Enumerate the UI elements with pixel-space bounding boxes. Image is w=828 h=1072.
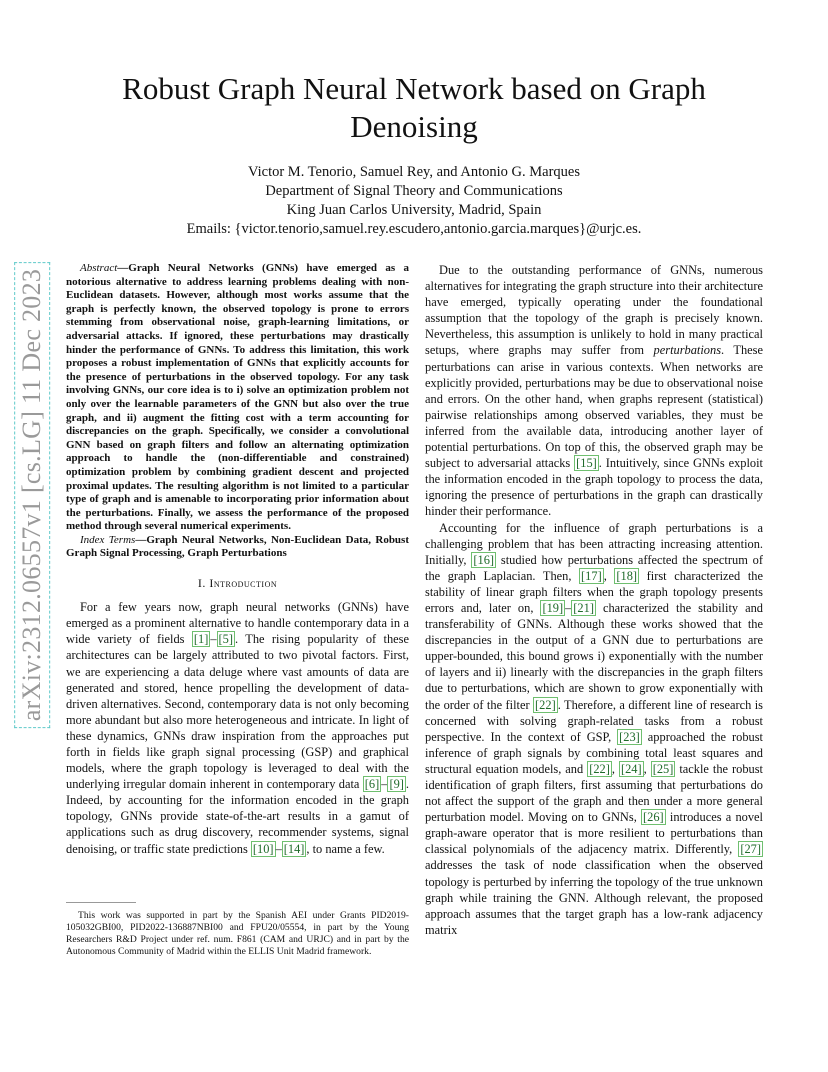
text-run: studied how perturbations affected the spectrum of the graph Laplacian. Then,	[425, 552, 764, 583]
text-run: –	[210, 632, 217, 647]
left-column	[66, 262, 409, 857]
author-names: Victor M. Tenorio, Samuel Rey, and Antonio G. Marques	[248, 164, 580, 180]
index-terms	[66, 534, 409, 561]
citation-link[interactable]: [18]	[616, 568, 638, 583]
text-run: ,	[643, 761, 651, 776]
author-department: Department of Signal Theory and Communications	[265, 183, 563, 199]
citation-link[interactable]: [6]	[364, 777, 380, 792]
author-emails: Emails: {victor.tenorio,samuel.rey.escudero,antonio.garcia.marques}@urjc.es.	[186, 221, 642, 237]
arxiv-stamp[interactable]	[14, 250, 50, 740]
citation-link[interactable]: [22]	[535, 697, 556, 712]
citation-link[interactable]: [14]	[283, 841, 305, 856]
citation-link[interactable]: [21]	[573, 600, 594, 615]
citation-link[interactable]: [19]	[542, 600, 564, 615]
text-run: introduces a novel graph-aware operator that is more resilient to perturbations than classical polynomials of the adjacency matrix. Differently,	[425, 810, 763, 857]
text-run: . Therefore, a different line of research is concerned with solving graph-related tasks from a robust perspective. In the context of GSP,	[425, 697, 763, 744]
citation-link[interactable]: [10]	[252, 841, 274, 856]
abstract	[66, 262, 409, 534]
citation-link[interactable]: [25]	[652, 761, 674, 776]
citation-link[interactable]: [9]	[389, 777, 404, 792]
author-block	[80, 163, 748, 239]
text-run-italic: perturbations	[653, 343, 722, 358]
funding-footnote: This work was supported in part by the Spanish AEI under Grants PID2019-105032GBI00, PID2022-136887NBI00 and FPU20/05554, in part by the Young Researchers R&D Project under ref. num. F861 (CAM and URJC) and in part by the Autonomous Community of Madrid within the ELLIS Unit Madrid framework.	[66, 910, 409, 957]
citation-link[interactable]: [16]	[473, 552, 495, 567]
text-run: –	[565, 600, 572, 615]
text-run: Accounting for the influence of graph perturbations is a challenging problem that has been attracting increasing attention. Initially,	[425, 520, 763, 567]
text-run: tackle the robust identification of graph filters, first assuming that perturbations do not affect the support of the graph and then under a more general perturbation model. Moving on to GNNs,	[425, 761, 763, 825]
text-run: approached the robust inference of graph signals by combining total least squares and structural equation models, and	[425, 729, 763, 776]
citation-link[interactable]: [5]	[218, 632, 233, 647]
citation-link[interactable]: [26]	[643, 810, 664, 825]
text-run: characterized the stability and transferability of GNNs. Although these works showed that the discrepancies in the output of a GNN due to perturbations are upper-bounded, this bound grows i) exponentially with the number of layers and ii) linearly with the discrepancies in the graph filters due to perturbations, which are shown to grow exponentially with the order of the filter	[425, 600, 763, 712]
abstract-lead: Abstract	[80, 262, 118, 274]
section-heading-introduction: I. Introduction	[197, 576, 278, 591]
text-run: ,	[603, 568, 615, 583]
author-university: King Juan Carlos University, Madrid, Spain	[286, 202, 542, 218]
intro-paragraph-1	[66, 599, 409, 857]
text-run: addresses the task of node classification when the observed topology is perturbed by inferring the topology of the true unknown graph while training the GNN. Although relevant, the proposed approach assumes that the target graph has a low-rank adjacency matrix	[425, 858, 763, 937]
text-run: . The rising popularity of these architectures can be largely attributed to two pivotal factors. First, we are experiencing a data deluge where vast amounts of data are generated and stored, hence propelling the development of data-driven alternatives. Second, contemporary data is not only becoming more abundant but also more heterogeneous and intricate. In light of these dynamics, GNNs draw inspiration from the approaches put forth in fields like graph signal processing (GSP) and graphical models, where the graph topology is leveraged to deal with the underlying irregular domain inherent in contemporary data	[66, 632, 410, 792]
citation-link[interactable]: [15]	[576, 456, 597, 471]
abstract-body: —Graph Neural Networks (GNNs) have emerged as a notorious alternative to address learning problems dealing with non-Euclidean datasets. However, although most works assume that the graph is perfectly known, the observed topology is prone to errors stemming from observational noise, graph-learning limitations, or adversarial attacks. If ignored, these perturbations may drastically hinder the performance of GNNs. To address this limitation, this work proposes a robust implementation of GNNs that explicitly accounts for the presence of perturbations in the observed topology. For any task involving GNNs, our core idea is to i) solve an optimization problem not only over the learnable parameters of the GNN but also over the true graph, and ii) augment the fitting cost with a term accounting for discrepancies on the graph. Specifically, we consider a convolutional GNN based on graph filters and follow an alternating optimization approach to handle the (non-differentiable and constrained) optimization problem by combining gradient descent and projected proximal updates. The resulting algorithm is not limited to a particular type of graph and is amenable to incorporating prior information about the perturbations. Finally, we assess the performance of the proposed method through several numerical experiments.	[66, 262, 409, 533]
right-column	[425, 262, 763, 938]
text-run: . Indeed, by accounting for the information encoded in the graph topology, GNNs provide state-of-the-art results in a gamut of applications such as drug discovery, recommender systems, signal denoising, or traffic state predictions	[66, 777, 409, 856]
citation-link[interactable]: [22]	[589, 761, 610, 776]
citation-link[interactable]: [17]	[581, 568, 602, 583]
arxiv-stamp-text[interactable]: arXiv:2312.06557v1 [cs.LG] 11 Dec 2023	[14, 262, 50, 728]
paper-title: Robust Graph Neural Network based on Graph Denoising	[122, 71, 706, 144]
index-terms-body: —Graph Neural Networks, Non-Euclidean Data, Robust Graph Signal Processing, Graph Perturbations	[66, 533, 409, 560]
text-run: –	[381, 777, 388, 792]
text-run: For a few years now, graph neural networks (GNNs) have emerged as a prominent alternative to handle contemporary data in a wide variety of fields	[66, 600, 409, 647]
intro-paragraph-3	[425, 520, 763, 938]
text-run: –	[275, 841, 282, 856]
intro-paragraph-2	[425, 262, 763, 520]
citation-link[interactable]: [1]	[193, 632, 209, 647]
text-run: . Intuitively, since GNNs exploit the information encoded in the graph topology to process the data, ignoring the presence of perturbations in the graph can drastically hinder their performance.	[425, 456, 763, 519]
text-run: first characterized the stability of linear graph filters when the graph topology presents errors and, later on,	[425, 568, 763, 615]
citation-link[interactable]: [27]	[740, 842, 761, 857]
text-run: . These perturbations can arise in various contexts. When networks are explicitly provided, perturbations may be due to observational noise and errors. On the other hand, when graphs represent (statistical) pairwise relationships among observed variables, they must be inferred from the available data, introducing another layer of potential perturbations. On top of this, the observed graph may be subject to adversarial attacks	[425, 343, 763, 471]
citation-link[interactable]: [24]	[620, 761, 642, 776]
citation-link[interactable]: [23]	[619, 729, 640, 744]
index-terms-lead: Index Terms	[80, 533, 136, 546]
text-run: , to name a few.	[306, 841, 385, 856]
text-run: ,	[611, 761, 619, 776]
text-run: Due to the outstanding performance of GNNs, numerous alternatives for integrating the graph structure into their architecture have emerged, typically operating under the foundational assumption that the topology of the graph is precisely known. Nevertheless, this assumption is unlikely to hold in many practical setups, where graphs may suffer from	[425, 263, 763, 358]
footnote-rule	[66, 902, 136, 903]
